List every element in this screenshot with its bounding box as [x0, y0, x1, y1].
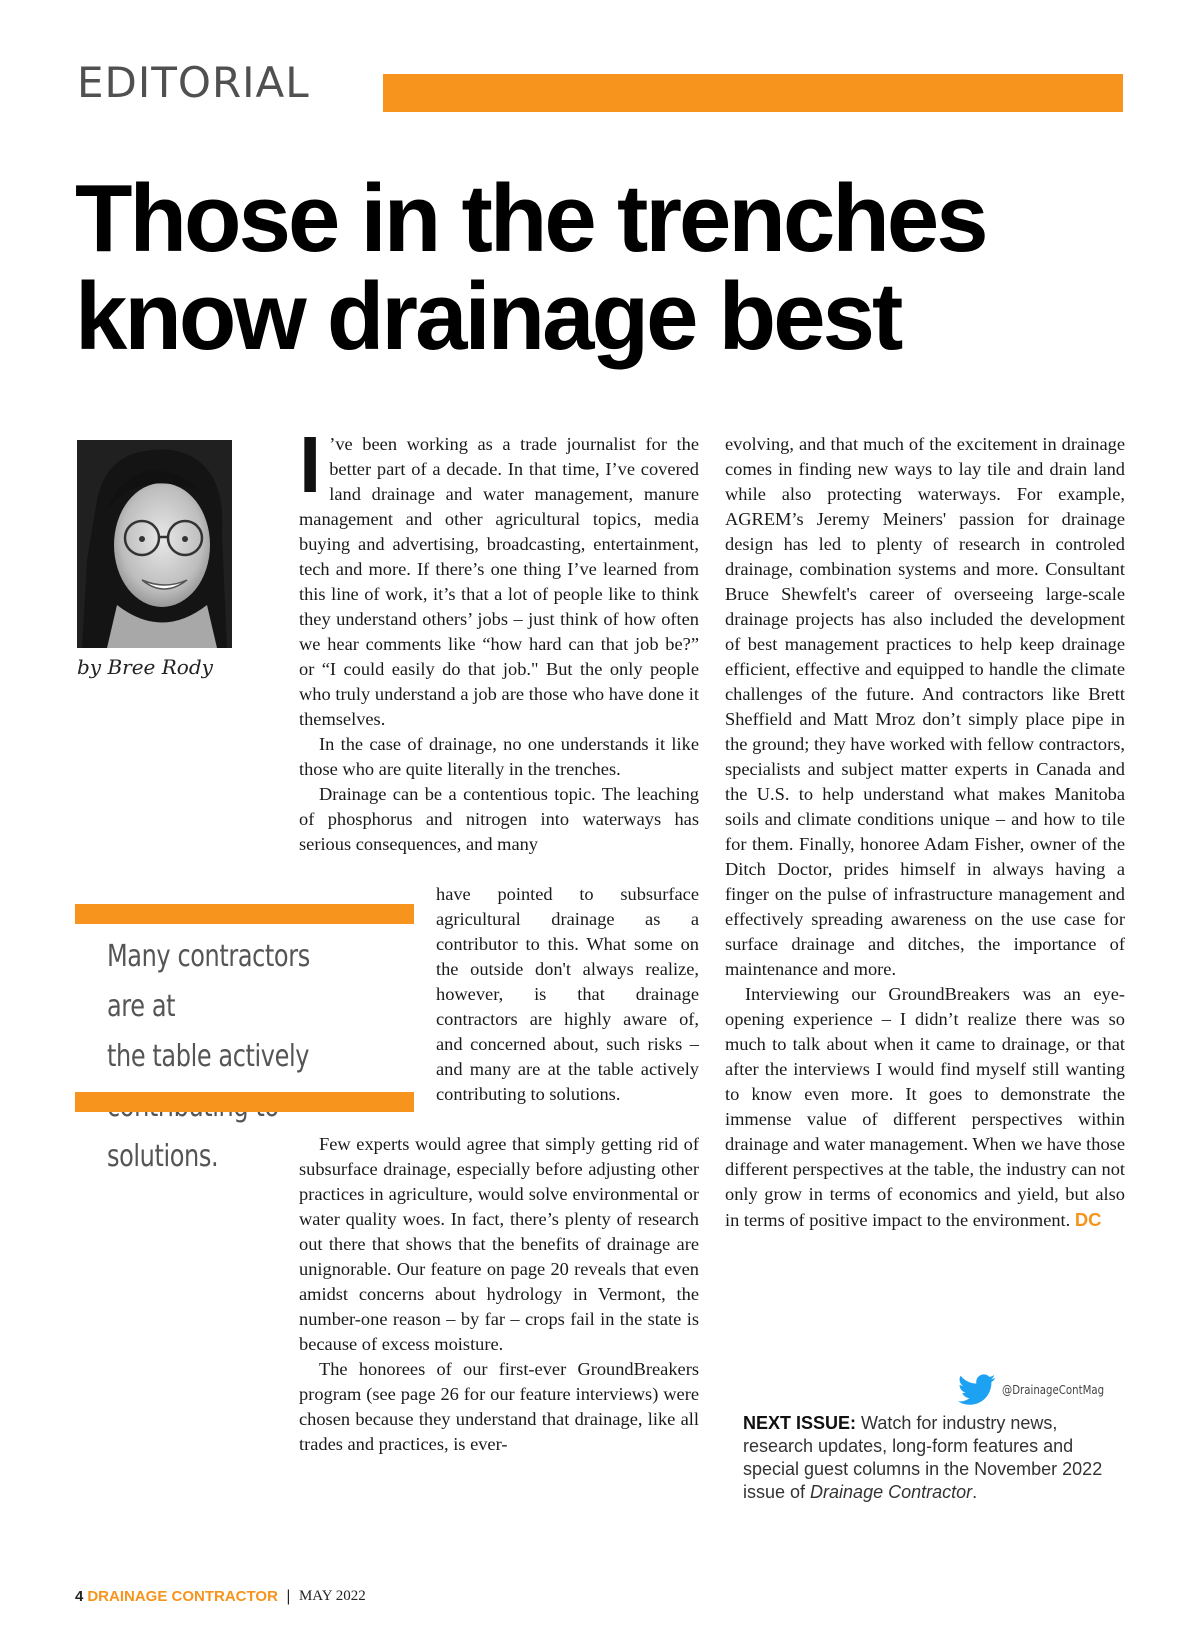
article-paragraph: In the case of drainage, no one understands it like those who are quite literally in the trenches.	[299, 734, 699, 779]
page-footer	[75, 1587, 366, 1605]
drop-cap: I	[299, 420, 322, 509]
article-paragraph: have pointed to subsurface agricultural drainage as a contributor to this. What some on the outside don't always realize, however, is that drainage contractors are highly aware of, and concerned about, such risks – and many are at the table actively contributing to solutions.	[436, 884, 699, 1104]
pull-quote-bar-bottom	[75, 1092, 414, 1112]
next-issue-label: NEXT ISSUE:	[743, 1413, 857, 1433]
author-portrait-icon	[77, 440, 232, 648]
article-paragraph: Few experts would agree that simply getting rid of subsurface drainage, especially before adjusting other practices in agriculture, would solve environmental or water quality woes. In fact, there’s plenty of research out there that shows that the benefits of drainage are unignorable. Our feature on page 20 reveals that even amidst concerns about hydrology in Vermont, the number-one reason – by far – crops fail in the state is because of excess moisture.	[299, 1134, 699, 1354]
pull-quote-bar-top	[75, 904, 414, 924]
page-number: 4	[75, 1587, 84, 1605]
twitter-bird-icon	[958, 1374, 996, 1406]
signoff-mark: DC	[1074, 1209, 1102, 1230]
pull-quote-line: the table actively	[107, 1039, 310, 1074]
issue-date: MAY 2022	[298, 1587, 366, 1604]
footer-separator: |	[285, 1587, 291, 1605]
headline-line-2: know drainage best	[75, 263, 901, 370]
next-issue-text: Watch for industry news, research updates, long-form features and special guest columns in the November 2022 issue of	[743, 1413, 1103, 1502]
article-column-1-top	[299, 420, 699, 857]
magazine-name: DRAINAGE CONTRACTOR	[87, 1587, 278, 1605]
article-paragraph: Interviewing our GroundBreakers was an eye-opening experience – I didn’t realize there was so much to talk about when it came to drainage, or that after the interviews I would find myself still wanting to know even more. It goes to demonstrate the immense value of different perspectives within drainage and water management. When we have those different perspectives at the table, the industry can not only grow in terms of economics and yield, but also in terms of positive impact to the environment. DC	[725, 984, 1125, 1230]
article-column-2	[725, 432, 1125, 1233]
headline-line-1: Those in the trenches	[75, 165, 986, 272]
author-photo	[77, 440, 232, 648]
article-paragraph: I ’ve been working as a trade journalist for the better part of a decade. In that time, I’ve covered land drainage and water management, manure management and other agricultural topics, media buying and advertising, broadcasting, entertainment, tech and more. If there’s one thing I’ve learned from this line of work, it’s that a lot of people like to think they understand others’ jobs – just think of how often we hear comments like “how hard can that job be?” or “I could easily do that job." But the only people who truly understand a job are those who have done it themselves.	[299, 420, 699, 729]
section-label: EDITORIAL	[77, 58, 310, 107]
next-issue-magazine: Drainage Contractor	[810, 1482, 973, 1502]
author-byline: by Bree Rody	[77, 655, 213, 679]
pull-quote-line: solutions.	[107, 1139, 219, 1174]
twitter-handle[interactable]: @DrainageContMag	[1002, 1383, 1105, 1397]
next-issue-note: NEXT ISSUE: Watch for industry news, research updates, long-form features and special guest columns in the November 2022 issue of Drainage Contractor.	[743, 1413, 1103, 1502]
twitter-handle-row[interactable]	[958, 1374, 1122, 1406]
article-paragraph: evolving, and that much of the excitement in drainage comes in finding new ways to lay tile and drain land while also protecting waterways. For example, AGREM’s Jeremy Meiners' passion for drainage design has led to plenty of research in controled drainage, combination systems and more. Consultant Bruce Shewfelt's career of overseeing large-scale drainage projects has also included the development of best management practices to help keep drainage efficient, effective and equipped to handle the climate challenges of the future. And contractors like Brett Sheffield and Matt Mroz don’t simply place pipe in the ground; they have worked with fellow contractors, specialists and subject matter experts in Canada and the U.S. to help understand what makes Manitoba soils and climate conditions unique – and how to tile for them. Finally, honoree Adam Fisher, owner of the Ditch Doctor, prides himself in always having a finger on the pulse of infrastructure management and effectively spreading awareness on the use case for surface drainage and ditches, the importance of maintenance and more.	[725, 434, 1125, 979]
article-paragraph: Drainage can be a contentious topic. The leaching of phosphorus and nitrogen into waterways has serious consequences, and many	[299, 784, 699, 854]
article-column-1-bottom	[299, 1132, 699, 1457]
article-paragraph: The honorees of our first-ever GroundBreakers program (see page 26 for our feature interviews) were chosen because they understand that drainage, like all trades and practices, is ever-	[299, 1359, 699, 1454]
section-accent-bar	[383, 74, 1123, 112]
pull-quote-line: Many contractors are at	[107, 939, 310, 1024]
headline	[75, 165, 1133, 370]
article-column-1-wrap	[436, 882, 699, 1107]
